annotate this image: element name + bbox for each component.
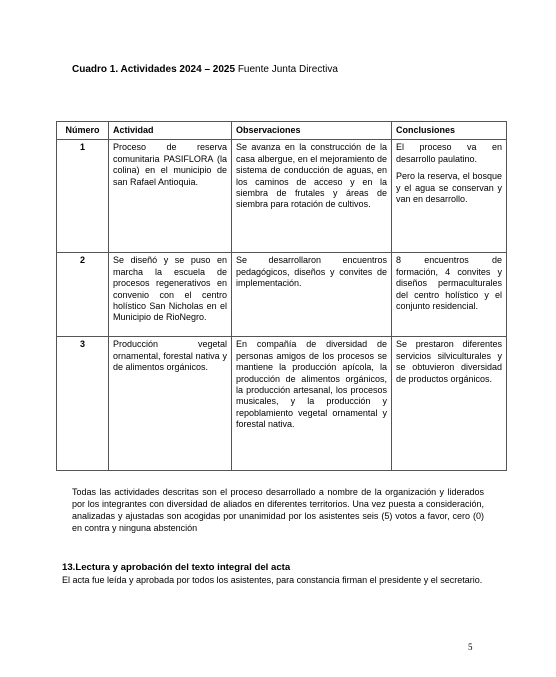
conclusion-paragraph: Se prestaron diferentes servicios silviculturales y se obtuvieron diversidad de productos orgánicos. <box>396 339 502 384</box>
table-caption <box>72 64 338 75</box>
section-number: 13. <box>62 562 76 573</box>
row-observaciones: En compañía de diversidad de personas amigos de los procesos se mantiene la producción apícola, la producción de alimentos orgánicos, la producción artesanal, los procesos musicales, y la producción y repoblamiento vegetal ornamental y forestal nativa. <box>232 337 392 471</box>
activities-table <box>56 121 507 471</box>
row-conclusiones <box>392 140 507 253</box>
section-heading <box>62 562 290 573</box>
table-header-row <box>57 122 507 140</box>
caption-label: Cuadro 1. Actividades 2024 – 2025 <box>72 64 236 75</box>
section-text: El acta fue leída y aprobada por todos los asistentes, para constancia firman el presidente y el secretario. <box>62 575 483 585</box>
row-numero: 3 <box>57 337 109 471</box>
row-conclusiones <box>392 337 507 471</box>
table-row <box>57 337 507 471</box>
summary-paragraph: Todas las actividades descritas son el proceso desarrollado a nombre de la organización y liderados por los integrantes con diversidad de aliados en diferentes territorios. Una vez puesta a consideración, analizadas y ajustadas son acogidas por unanimidad por los asistentes seis (5) votos a favor, cero (0) en contra y ninguna abstención <box>72 487 484 533</box>
row-conclusiones <box>392 253 507 337</box>
caption-source: Fuente Junta Directiva <box>235 64 338 75</box>
conclusion-paragraph: 8 encuentros de formación, 4 convites y diseños permaculturales del centro holístico y el conjunto residencial. <box>396 255 502 312</box>
header-actividad: Actividad <box>109 122 232 140</box>
header-observaciones: Observaciones <box>232 122 392 140</box>
conclusion-paragraph: Pero la reserva, el bosque y el agua se conservan y van en desarrollo. <box>396 171 502 205</box>
header-numero: Número <box>57 122 109 140</box>
row-actividad: Se diseñó y se puso en marcha la escuela de procesos regenerativos en convenio con el centro holístico San Nicholas en el Municipio de RioNegro. <box>109 253 232 337</box>
page-number: 5 <box>468 642 473 652</box>
table-row <box>57 140 507 253</box>
row-numero: 1 <box>57 140 109 253</box>
row-observaciones: Se avanza en la construcción de la casa albergue, en el mejoramiento de sistema de conducción de aguas, en los caminos de acceso y en la siembra de frutales y áreas de siembra para rotación de cultivos. <box>232 140 392 253</box>
table-row <box>57 253 507 337</box>
header-conclusiones: Conclusiones <box>392 122 507 140</box>
row-numero: 2 <box>57 253 109 337</box>
row-actividad: Proceso de reserva comunitaria PASIFLORA (la colina) en el municipio de san Rafael Antioquia. <box>109 140 232 253</box>
row-actividad: Producción vegetal ornamental, forestal nativa y de alimentos orgánicos. <box>109 337 232 471</box>
section-title: Lectura y aprobación del texto integral del acta <box>75 562 291 573</box>
conclusion-paragraph: El proceso va en desarrollo paulatino. <box>396 142 502 164</box>
row-observaciones: Se desarrollaron encuentros pedagógicos, diseños y convites de implementación. <box>232 253 392 337</box>
